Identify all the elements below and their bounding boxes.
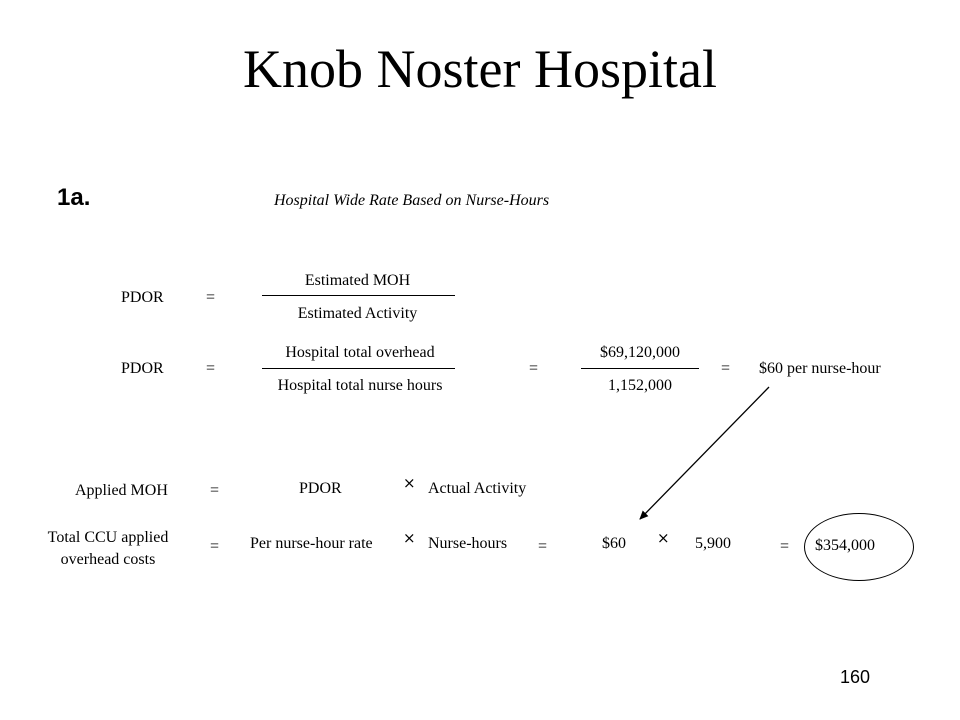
- page-number: 160: [840, 667, 871, 687]
- row4-equals-1: =: [210, 538, 220, 555]
- row2-denominator: Hospital total nurse hours: [277, 377, 443, 394]
- row4-term1: Per nurse-hour rate: [250, 535, 373, 552]
- row2-result: $60 per nurse-hour: [759, 360, 881, 377]
- row1-denominator: Estimated Activity: [297, 305, 418, 322]
- row1-equals: =: [206, 289, 216, 306]
- row4-value1: $60: [602, 535, 626, 552]
- row1-lhs: PDOR: [121, 289, 164, 306]
- row2-equals-1: =: [206, 360, 216, 377]
- row2-numerator: Hospital total overhead: [285, 344, 435, 361]
- row3-term2: Actual Activity: [428, 480, 527, 497]
- row4-result: $354,000: [815, 537, 875, 554]
- row4-times-icon-1: ×: [403, 529, 416, 547]
- row4-lhs-line2: overhead costs: [60, 551, 156, 568]
- row4-term2: Nurse-hours: [428, 535, 508, 552]
- row4-times-icon-2: ×: [657, 529, 670, 547]
- row2-den-value: 1,152,000: [608, 377, 672, 394]
- row3-times-icon: ×: [403, 474, 416, 492]
- row3-term1: PDOR: [299, 480, 342, 497]
- row2-lhs: PDOR: [121, 360, 164, 377]
- section-label: 1a.: [57, 184, 91, 211]
- row2-equals-2: =: [529, 360, 539, 377]
- row4-equals-2: =: [538, 538, 548, 555]
- row3-lhs: Applied MOH: [75, 482, 168, 499]
- row3-equals: =: [210, 482, 220, 499]
- row2-equals-3: =: [721, 360, 731, 377]
- row4-equals-3: =: [780, 538, 790, 555]
- row1-numerator: Estimated MOH: [304, 272, 411, 289]
- row2-num-value: $69,120,000: [600, 344, 680, 361]
- subtitle: Hospital Wide Rate Based on Nurse-Hours: [274, 192, 550, 209]
- page-title: Knob Noster Hospital: [243, 39, 717, 99]
- row4-value2: 5,900: [695, 535, 731, 552]
- row4-lhs-line1: Total CCU applied: [47, 529, 169, 546]
